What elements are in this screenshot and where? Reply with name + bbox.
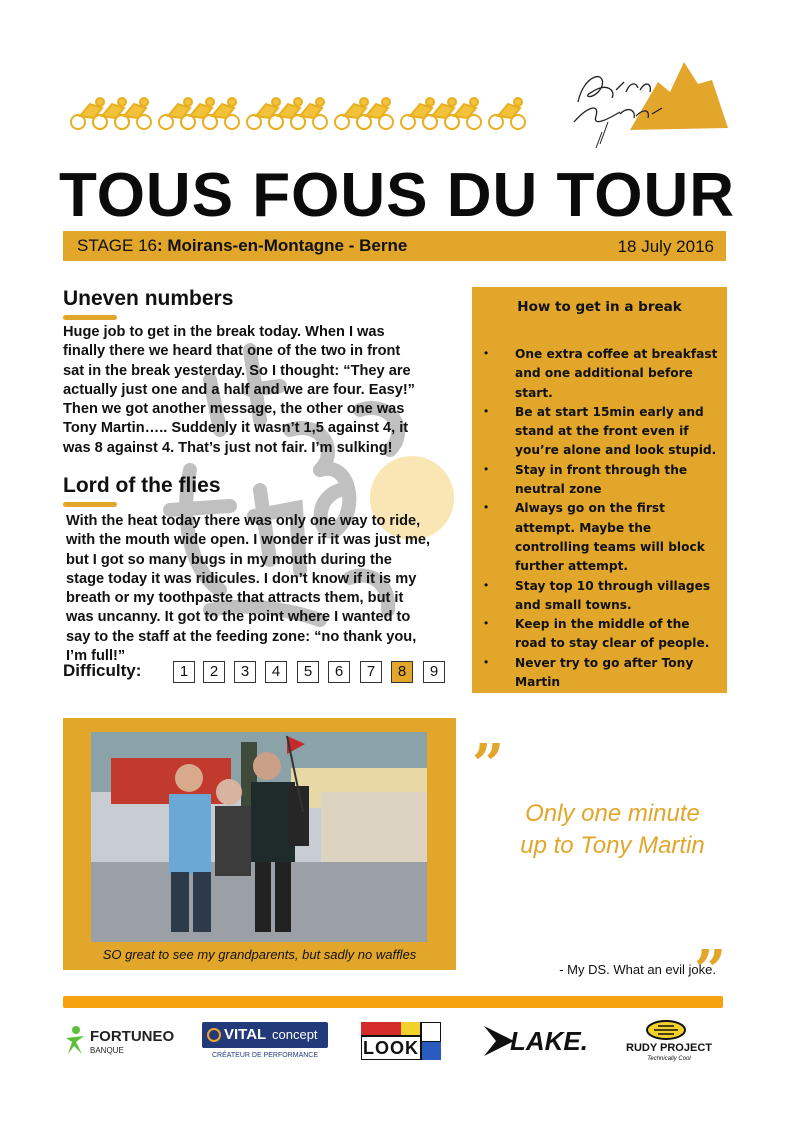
tip-line: road to stay clear of people. <box>515 636 710 651</box>
quote-attribution: - My DS. What an evil joke. <box>559 962 716 977</box>
tip-line: further attempt. <box>515 559 629 574</box>
tip-line: and one additional before <box>515 366 693 381</box>
tip-line: Always go on the first <box>515 501 665 516</box>
tip-line: Never try to go after Tony <box>515 655 694 670</box>
cyclists-banner <box>70 96 530 132</box>
bullet-icon: • <box>484 616 489 631</box>
tip-item <box>515 615 720 654</box>
tip-line: Be at start 15min early and <box>515 404 704 419</box>
rudy-project-name: RUDY PROJECT <box>626 1042 712 1054</box>
bullet-icon: • <box>484 577 489 592</box>
body-text-line: Then we got another message, the other one was <box>63 401 405 418</box>
tip-line: Martin <box>515 675 561 690</box>
tip-item <box>515 403 720 461</box>
bullet-icon: • <box>484 346 489 360</box>
pull-quote <box>480 798 745 862</box>
cyclist-icon <box>71 98 107 129</box>
sponsor-lake-logo <box>484 1020 588 1064</box>
fortuneo-name: FORTUNEO <box>90 1028 175 1045</box>
difficulty-option-2: 2 <box>203 661 225 683</box>
rudy-project-emblem-icon <box>646 1020 686 1040</box>
bullet-icon: • <box>484 500 489 515</box>
body-text-line: sat in the break yesterday. So I thought: “They are <box>63 362 411 379</box>
difficulty-option-1: 1 <box>173 661 195 683</box>
body-text-line: Tony Martin….. Suddenly it wasn’t 1,5 against 4, it <box>63 420 409 437</box>
bullet-icon: • <box>484 461 489 476</box>
vital-name: VITAL <box>224 1026 267 1043</box>
photo-caption: SO great to see my grandparents, but sadly no waffles <box>102 947 417 962</box>
body-text-line: Huge job to get in the break today. When I was <box>63 324 385 340</box>
body-text-line: was 8 against 4. That’s just not fair. I’m sulking! <box>63 439 393 456</box>
bullet-icon: • <box>484 403 489 418</box>
lake-name: LAKE. <box>510 1026 588 1056</box>
tip-line: Stay in front through the <box>515 462 688 477</box>
tip-item <box>515 577 720 616</box>
footer-bar <box>63 996 723 1008</box>
stage-date: 18 July 2016 <box>617 237 714 256</box>
difficulty-option-8: 8 <box>391 661 413 683</box>
tip-line: attempt. Maybe the <box>515 520 652 535</box>
difficulty-option-9: 9 <box>423 661 445 683</box>
sponsor-rudy-project-logo <box>620 1020 718 1064</box>
sponsor-fortuneo-logo <box>64 1020 176 1064</box>
section-body-uneven-numbers <box>63 323 463 458</box>
grandparents-photo <box>91 732 427 942</box>
difficulty-option-3: 3 <box>234 661 256 683</box>
sponsor-vital-concept-logo <box>202 1020 328 1064</box>
body-text-line: but I got so many bugs in my mouth during the <box>66 551 392 568</box>
vital-swirl-icon <box>207 1028 221 1042</box>
section-body-lord-of-the-flies <box>66 512 471 666</box>
body-text-line: breath or my toothpaste that attracts them, but it <box>66 590 404 607</box>
tip-item <box>515 499 720 576</box>
vital-sub: CRÉATEUR DE PERFORMANCE <box>211 1052 319 1059</box>
tip-line: you’re alone and look stupid. <box>515 443 717 458</box>
body-text-line: was uncanny. It got to the point where I wanted to <box>66 609 411 626</box>
tip-item <box>515 654 720 693</box>
cyclist-icon <box>401 98 437 129</box>
pull-quote-line: up to Tony Martin <box>520 832 705 859</box>
tip-line: controlling teams will block <box>515 539 705 554</box>
section-title-lord-of-the-flies: Lord of the flies <box>63 474 221 497</box>
tip-line: and small towns. <box>515 597 632 612</box>
cyclist-icon <box>247 98 283 129</box>
vital-name2: concept <box>272 1027 318 1042</box>
tip-line: neutral zone <box>515 482 602 497</box>
body-text-line: with the mouth wide open. I wonder if it was just me, <box>66 532 431 549</box>
rudy-project-sub: Technically Cool <box>647 1056 691 1062</box>
tip-item <box>515 461 720 500</box>
tip-item <box>515 345 720 403</box>
body-text-line: say to the staff at the feeding zone: “no thank you, <box>66 628 417 645</box>
cyclist-icon <box>335 98 371 129</box>
section-title-uneven-numbers: Uneven numbers <box>63 287 234 310</box>
body-text-line: stage today it was ridicules. I don’t know if it is my <box>66 570 417 587</box>
pull-quote-line: Only one minute <box>525 800 700 827</box>
difficulty-option-5: 5 <box>297 661 319 683</box>
body-text-line: actually just one and a half and we are four. Easy!” <box>63 381 415 398</box>
tip-line: Stay top 10 through villages <box>515 578 711 593</box>
tips-sidebar <box>472 287 727 693</box>
quote-open-mark: „ <box>473 700 506 766</box>
stage-label <box>77 236 407 256</box>
signature-mountain-logo <box>566 52 732 148</box>
sidebar-title: How to get in a break <box>517 299 682 315</box>
section-underline <box>63 502 117 507</box>
look-name: LOOK <box>363 1038 419 1058</box>
tip-line: Keep in the middle of the <box>515 617 690 632</box>
tip-line: One extra coffee at breakfast <box>515 347 718 361</box>
body-text-line: I’m full!” <box>66 648 126 665</box>
quote-close-mark: „ <box>695 906 728 972</box>
body-text-line: finally there we heard that one of the two in front <box>63 343 401 360</box>
bullet-icon: • <box>484 654 489 669</box>
cyclist-icon <box>159 98 195 129</box>
tip-line: start. <box>515 385 553 400</box>
stage-bar <box>63 231 726 261</box>
difficulty-option-6: 6 <box>328 661 350 683</box>
difficulty-option-4: 4 <box>265 661 287 683</box>
difficulty-option-7: 7 <box>360 661 382 683</box>
body-text-line: With the heat today there was only one way to ride, <box>66 513 421 529</box>
fortuneo-figure-icon <box>64 1026 86 1056</box>
sponsor-look-logo <box>361 1020 441 1064</box>
stage-route: : Moirans-en-Montagne - Berne <box>157 236 408 255</box>
tip-line: stand at the front even if <box>515 424 689 439</box>
photo-card <box>63 718 456 970</box>
cyclist-icon <box>489 98 525 129</box>
page-title: TOUS FOUS DU TOUR <box>58 161 736 230</box>
fortuneo-sub: BANQUE <box>90 1046 124 1055</box>
section-underline <box>63 315 117 320</box>
stage-number: STAGE 16 <box>77 236 157 255</box>
difficulty-label: Difficulty: <box>63 661 142 680</box>
